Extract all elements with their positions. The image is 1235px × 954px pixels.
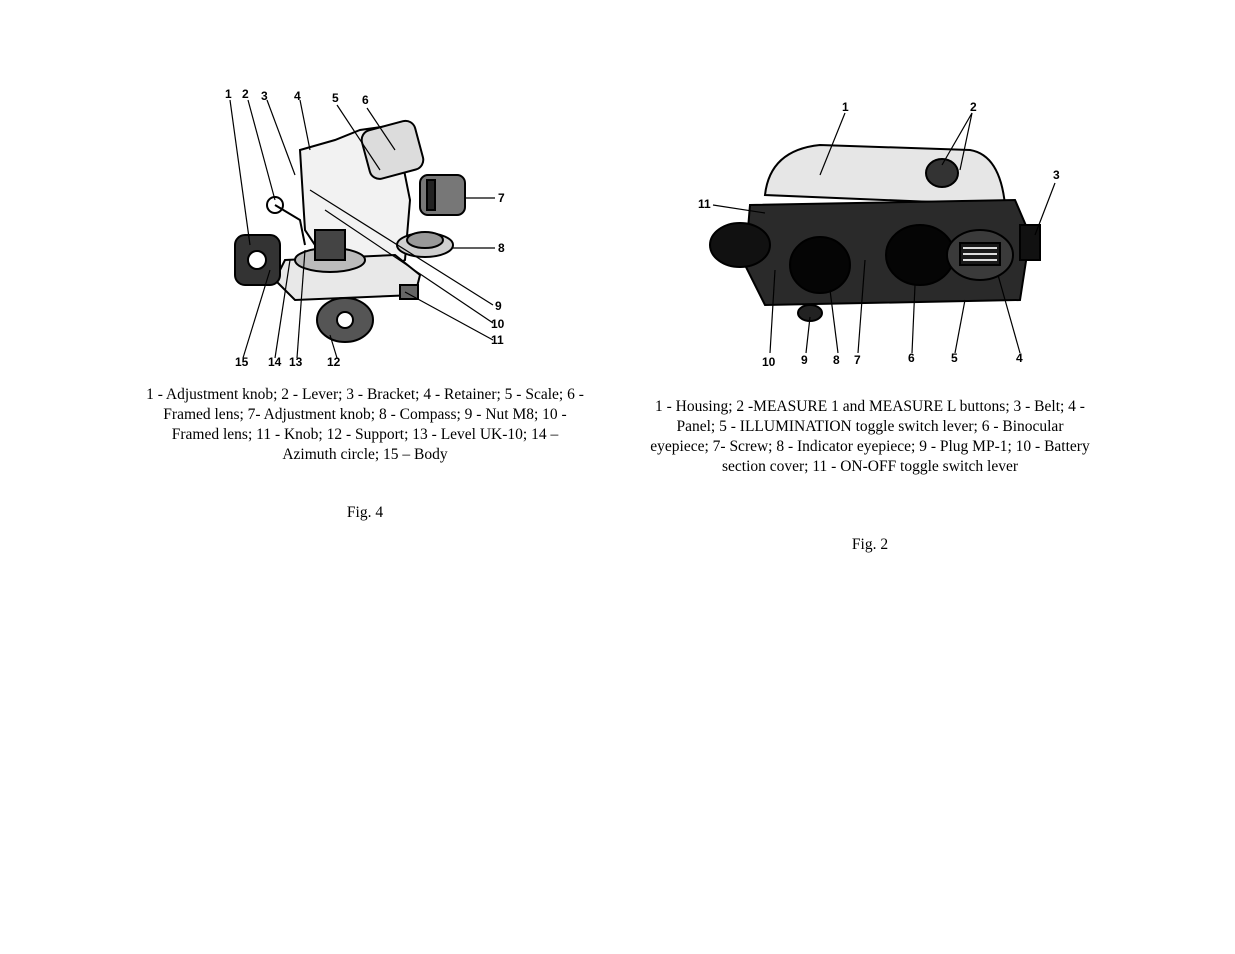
fig2-illustration [680,95,1085,375]
fig4-callout-3: 3 [261,89,268,103]
fig4-callout-14: 14 [268,355,282,369]
fig2-device-drawing [680,95,1085,375]
fig4-caption: 1 - Adjustment knob; 2 - Lever; 3 - Bracket; 4 - Retainer; 5 - Scale; 6 - Framed lens; 7- Adjustment knob; 8 - Compass; 9 - Nut M8; 10 - Framed lens; 11 - Knob; 12 - Support; 13 - Level UK-10; 14 – Azimuth circle; 15 – Body [146,386,584,463]
fig4-callout-10: 10 [491,317,505,331]
fig2-callout-2: 2 [970,100,977,114]
fig2-callout-5: 5 [951,351,958,365]
fig2-callout-4: 4 [1016,351,1023,365]
fig2-callout-1: 1 [842,100,849,114]
fig4-callout-4: 4 [294,89,301,103]
fig2-callout-9: 9 [801,353,808,367]
fig4-callout-5: 5 [332,91,339,105]
fig4-illustration [215,80,515,370]
fig4-label: Fig. 4 [346,504,384,521]
fig2-callout-11: 11 [698,197,711,211]
fig4-callout-12: 12 [327,355,341,369]
fig4-callout-11: 11 [491,333,504,347]
fig4-device-drawing [215,80,515,370]
fig2-callout-6: 6 [908,351,915,365]
fig2-callout-3: 3 [1053,168,1060,182]
fig4-callout-1: 1 [225,87,232,101]
fig2-callout-7: 7 [854,353,861,367]
fig4-callout-7: 7 [498,191,505,205]
fig4-callout-13: 13 [289,355,303,369]
fig4-callout-6: 6 [362,93,369,107]
fig4-callout-8: 8 [498,241,505,255]
fig2-label: Fig. 2 [851,536,889,553]
fig2-callout-8: 8 [833,353,840,367]
fig4-callout-2: 2 [242,87,249,101]
fig2-caption: 1 - Housing; 2 -MEASURE 1 and MEASURE L buttons; 3 - Belt; 4 - Panel; 5 - ILLUMINATION toggle switch lever; 6 - Binocular eyepiece; 7- Screw; 8 - Indicator eyepiece; 9 - Plug MP-1; 10 - Battery section cover; 11 - ON-OFF toggle switch lever [650,398,1090,475]
fig2-callout-10: 10 [762,355,776,369]
fig4-callout-9: 9 [495,299,502,313]
fig4-callout-15: 15 [235,355,249,369]
